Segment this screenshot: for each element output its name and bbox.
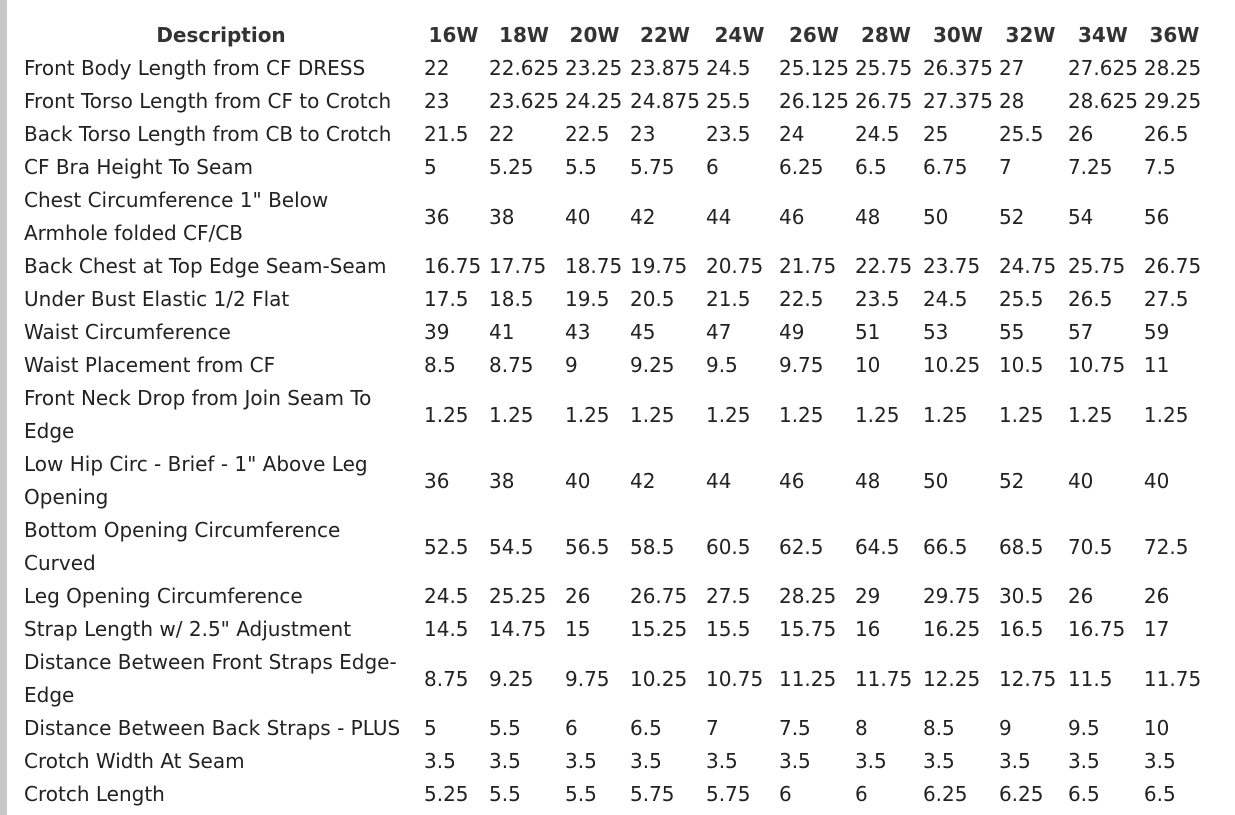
measurement-value: 8.75 xyxy=(424,666,469,691)
measurement-value: 16 xyxy=(854,617,881,641)
measurement-value: 70.5 xyxy=(1067,534,1113,559)
measurement-value: 5.5 xyxy=(564,155,597,179)
measurement-value: 22.5 xyxy=(564,122,610,146)
measurement-value: 55 xyxy=(998,320,1025,344)
measurement-value: 6.75 xyxy=(922,155,968,179)
measurement-value: 48 xyxy=(854,468,881,493)
measurement-value: 10.5 xyxy=(998,353,1044,377)
measurement-value: 22.75 xyxy=(854,254,913,278)
measurement-value: 22 xyxy=(424,56,450,80)
table-row xyxy=(18,151,1205,184)
column-header-size: 36W xyxy=(1149,22,1200,47)
measurement-value: 10.25 xyxy=(922,353,981,377)
measurement-value: 44 xyxy=(705,468,732,493)
table-row xyxy=(18,613,1205,646)
measurement-value: 5.5 xyxy=(564,782,597,806)
measurement-value: 25 xyxy=(922,122,949,146)
measurement-value: 40 xyxy=(564,468,591,493)
measurement-value: 23 xyxy=(424,89,450,113)
measurement-value: 29.25 xyxy=(1143,89,1202,113)
measurement-value: 30.5 xyxy=(998,584,1044,608)
measurement-value: 26.125 xyxy=(778,89,849,113)
table-row xyxy=(18,184,1205,250)
measurement-value: 9.25 xyxy=(629,353,675,377)
measurement-value: 23.875 xyxy=(629,56,700,80)
measurement-value: 24.25 xyxy=(564,89,623,113)
measurement-value: 6 xyxy=(705,155,719,179)
measurement-value: 21.75 xyxy=(778,254,837,278)
measurement-label: Distance Between Back Straps - PLUS xyxy=(24,716,401,740)
measurement-value: 23 xyxy=(629,122,656,146)
measurement-value: 41 xyxy=(489,320,515,344)
column-header-description: Description xyxy=(156,22,286,47)
table-row xyxy=(18,283,1205,316)
measurement-value: 38 xyxy=(489,204,515,229)
measurement-label: Crotch Width At Seam xyxy=(24,749,245,773)
measurement-label: Bottom Opening Circumference Curved xyxy=(24,518,341,575)
measurement-value: 5.5 xyxy=(489,716,521,740)
measurement-label: Distance Between Front Straps Edge-Edge xyxy=(24,650,397,707)
measurement-value: 6.5 xyxy=(854,155,887,179)
measurement-value: 1.25 xyxy=(1143,402,1189,427)
measurement-value: 47 xyxy=(705,320,732,344)
measurement-value: 6.5 xyxy=(1067,782,1100,806)
measurement-value: 23.25 xyxy=(564,56,623,80)
measurement-label: Waist Placement from CF xyxy=(24,353,276,377)
measurement-value: 16.75 xyxy=(424,254,482,278)
measurement-value: 39 xyxy=(424,320,450,344)
measurement-value: 52 xyxy=(998,204,1025,229)
measurement-value: 6.5 xyxy=(629,716,662,740)
measurement-value: 19.75 xyxy=(629,254,688,278)
measurement-value: 46 xyxy=(778,468,805,493)
measurement-value: 1.25 xyxy=(629,402,675,427)
measurement-value: 5 xyxy=(424,155,437,179)
measurement-label: Low Hip Circ - Brief - 1" Above Leg Opening xyxy=(24,452,368,509)
measurement-value: 7.5 xyxy=(1143,155,1176,179)
measurement-value: 3.5 xyxy=(1143,749,1176,773)
measurement-value: 9.5 xyxy=(1067,716,1100,740)
measurement-value: 10.75 xyxy=(705,666,764,691)
measurement-value: 48 xyxy=(854,204,881,229)
measurement-value: 21.5 xyxy=(424,122,469,146)
measurement-value: 3.5 xyxy=(424,749,456,773)
table-body xyxy=(18,52,1205,811)
table-row xyxy=(18,646,1205,712)
measurement-value: 5 xyxy=(424,716,437,740)
measurement-value: 29.75 xyxy=(922,584,981,608)
measurement-value: 6.25 xyxy=(998,782,1044,806)
measurement-value: 49 xyxy=(778,320,805,344)
column-header-size: 22W xyxy=(640,22,690,47)
measurement-value: 6.25 xyxy=(778,155,824,179)
measurement-value: 23.75 xyxy=(922,254,981,278)
measurement-value: 27.5 xyxy=(705,584,751,608)
measurement-value: 3.5 xyxy=(922,749,955,773)
measurement-value: 3.5 xyxy=(854,749,887,773)
table-row xyxy=(18,778,1205,811)
measurement-value: 25.75 xyxy=(854,56,913,80)
measurement-value: 6.5 xyxy=(1143,782,1176,806)
measurement-value: 53 xyxy=(922,320,949,344)
measurement-value: 7 xyxy=(705,716,719,740)
measurement-value: 24.5 xyxy=(424,584,469,608)
measurement-value: 9 xyxy=(998,716,1012,740)
table-row xyxy=(18,250,1205,283)
measurement-value: 20.75 xyxy=(705,254,764,278)
measurement-value: 27 xyxy=(998,56,1025,80)
table-row xyxy=(18,580,1205,613)
measurement-value: 7.5 xyxy=(778,716,811,740)
measurement-value: 19.5 xyxy=(564,287,610,311)
header-row xyxy=(18,18,1205,52)
measurement-value: 54 xyxy=(1067,204,1094,229)
measurement-label: Back Torso Length from CB to Crotch xyxy=(24,122,392,146)
measurement-value: 25.5 xyxy=(998,122,1044,146)
window-left-edge xyxy=(0,0,7,815)
measurement-value: 14.5 xyxy=(424,617,469,641)
measurement-value: 6 xyxy=(564,716,578,740)
measurement-value: 10 xyxy=(854,353,881,377)
table-row xyxy=(18,349,1205,382)
measurement-value: 8.5 xyxy=(922,716,955,740)
column-header-size: 30W xyxy=(932,22,983,47)
measurement-label: Front Torso Length from CF to Crotch xyxy=(24,89,392,113)
measurement-value: 15.75 xyxy=(778,617,837,641)
measurement-value: 9 xyxy=(564,353,578,377)
measurement-value: 50 xyxy=(922,468,949,493)
measurement-value: 11.75 xyxy=(1143,666,1202,691)
measurement-value: 16.5 xyxy=(998,617,1044,641)
measurement-value: 36 xyxy=(424,204,450,229)
measurement-value: 6 xyxy=(778,782,792,806)
column-header-size: 20W xyxy=(569,22,620,47)
measurement-value: 23.625 xyxy=(489,89,559,113)
measurement-value: 5.75 xyxy=(705,782,751,806)
measurement-value: 5.25 xyxy=(489,155,534,179)
column-header-size: 32W xyxy=(1005,22,1056,47)
measurement-value: 15.5 xyxy=(705,617,751,641)
measurement-value: 18.5 xyxy=(489,287,534,311)
measurement-value: 3.5 xyxy=(489,749,521,773)
measurement-value: 50 xyxy=(922,204,949,229)
measurement-value: 1.25 xyxy=(1067,402,1113,427)
measurement-label: Back Chest at Top Edge Seam-Seam xyxy=(24,254,387,278)
measurement-value: 28.25 xyxy=(1143,56,1202,80)
measurement-value: 3.5 xyxy=(778,749,811,773)
measurement-value: 60.5 xyxy=(705,534,751,559)
measurement-value: 62.5 xyxy=(778,534,824,559)
table-row xyxy=(18,52,1205,85)
measurement-label: Chest Circumference 1" Below Armhole folded CF/CB xyxy=(24,188,329,245)
measurement-value: 56 xyxy=(1143,204,1170,229)
measurement-value: 29 xyxy=(854,584,881,608)
measurement-value: 26.75 xyxy=(1143,254,1202,278)
measurement-value: 56.5 xyxy=(564,534,610,559)
measurement-value: 11 xyxy=(1143,353,1170,377)
measurement-value: 26.375 xyxy=(922,56,993,80)
measurement-value: 21.5 xyxy=(705,287,751,311)
table-row xyxy=(18,85,1205,118)
table-row xyxy=(18,448,1205,514)
table-row xyxy=(18,745,1205,778)
measurement-value: 58.5 xyxy=(629,534,675,559)
measurement-value: 24 xyxy=(778,122,805,146)
measurement-value: 5.75 xyxy=(629,155,675,179)
measurement-value: 28.625 xyxy=(1067,89,1138,113)
measurement-value: 40 xyxy=(1143,468,1170,493)
measurement-value: 22.625 xyxy=(489,56,559,80)
table-row xyxy=(18,118,1205,151)
measurement-value: 3.5 xyxy=(705,749,738,773)
measurement-value: 17.75 xyxy=(489,254,547,278)
measurement-value: 66.5 xyxy=(922,534,968,559)
measurement-value: 5.25 xyxy=(424,782,469,806)
measurement-value: 26 xyxy=(1067,122,1094,146)
measurement-value: 24.875 xyxy=(629,89,700,113)
measurement-label: Waist Circumference xyxy=(24,320,231,344)
column-header-size: 16W xyxy=(428,22,479,47)
measurement-label: CF Bra Height To Seam xyxy=(24,155,254,179)
measurement-value: 52.5 xyxy=(424,534,469,559)
measurement-value: 25.75 xyxy=(1067,254,1126,278)
measurement-value: 3.5 xyxy=(564,749,597,773)
column-header-size: 24W xyxy=(714,22,765,47)
measurement-value: 10 xyxy=(1143,716,1170,740)
measurement-value: 5.75 xyxy=(629,782,675,806)
measurement-value: 15.25 xyxy=(629,617,688,641)
measurement-value: 11.75 xyxy=(854,666,913,691)
measurement-value: 18.75 xyxy=(564,254,623,278)
measurement-value: 5.5 xyxy=(489,782,521,806)
measurement-label: Strap Length w/ 2.5" Adjustment xyxy=(24,617,352,641)
measurement-value: 1.25 xyxy=(424,402,469,427)
measurement-value: 1.25 xyxy=(922,402,968,427)
measurement-value: 11.25 xyxy=(778,666,837,691)
measurement-value: 54.5 xyxy=(489,534,534,559)
measurement-value: 8.5 xyxy=(424,353,456,377)
measurement-value: 1.25 xyxy=(854,402,900,427)
measurement-value: 17.5 xyxy=(424,287,469,311)
measurement-value: 28 xyxy=(998,89,1025,113)
table-row xyxy=(18,514,1205,580)
size-chart-table xyxy=(18,18,1205,811)
measurement-value: 64.5 xyxy=(854,534,900,559)
measurement-value: 6.25 xyxy=(922,782,968,806)
measurement-value: 57 xyxy=(1067,320,1094,344)
measurement-value: 25.125 xyxy=(778,56,849,80)
table-row xyxy=(18,382,1205,448)
measurement-value: 42 xyxy=(629,468,656,493)
measurement-value: 27.5 xyxy=(1143,287,1189,311)
measurement-value: 22 xyxy=(489,122,515,146)
table-header xyxy=(18,18,1205,52)
measurement-value: 3.5 xyxy=(629,749,662,773)
measurement-value: 40 xyxy=(564,204,591,229)
measurement-value: 44 xyxy=(705,204,732,229)
measurement-value: 26.5 xyxy=(1143,122,1189,146)
measurement-value: 25.5 xyxy=(998,287,1044,311)
measurement-value: 10.75 xyxy=(1067,353,1126,377)
table-row xyxy=(18,316,1205,349)
measurement-value: 43 xyxy=(564,320,591,344)
measurement-value: 1.25 xyxy=(705,402,751,427)
measurement-value: 11.5 xyxy=(1067,666,1113,691)
measurement-value: 24.75 xyxy=(998,254,1057,278)
measurement-value: 45 xyxy=(629,320,656,344)
measurement-value: 27.625 xyxy=(1067,56,1138,80)
measurement-label: Front Body Length from CF DRESS xyxy=(24,56,366,80)
measurement-value: 26 xyxy=(1067,584,1094,608)
measurement-value: 28.25 xyxy=(778,584,837,608)
measurement-value: 24.5 xyxy=(922,287,968,311)
measurement-value: 6 xyxy=(854,782,868,806)
measurement-value: 1.25 xyxy=(778,402,824,427)
measurement-value: 16.75 xyxy=(1067,617,1126,641)
measurement-value: 14.75 xyxy=(489,617,547,641)
measurement-value: 9.75 xyxy=(564,666,610,691)
measurement-value: 59 xyxy=(1143,320,1170,344)
measurement-value: 23.5 xyxy=(705,122,751,146)
measurement-value: 1.25 xyxy=(489,402,534,427)
measurement-value: 7.25 xyxy=(1067,155,1113,179)
measurement-value: 3.5 xyxy=(1067,749,1100,773)
measurement-value: 46 xyxy=(778,204,805,229)
measurement-value: 40 xyxy=(1067,468,1094,493)
measurement-value: 26.5 xyxy=(1067,287,1113,311)
measurement-value: 68.5 xyxy=(998,534,1044,559)
measurement-value: 72.5 xyxy=(1143,534,1189,559)
measurement-value: 1.25 xyxy=(998,402,1044,427)
measurement-value: 9.25 xyxy=(489,666,534,691)
measurement-label: Crotch Length xyxy=(24,782,165,806)
measurement-value: 23.5 xyxy=(854,287,900,311)
measurement-value: 7 xyxy=(998,155,1012,179)
measurement-value: 8 xyxy=(854,716,868,740)
measurement-value: 12.25 xyxy=(922,666,981,691)
measurement-value: 26 xyxy=(564,584,591,608)
measurement-label: Under Bust Elastic 1/2 Flat xyxy=(24,287,290,311)
measurement-value: 27.375 xyxy=(922,89,993,113)
measurement-value: 9.75 xyxy=(778,353,824,377)
measurement-value: 22.5 xyxy=(778,287,824,311)
column-header-size: 18W xyxy=(499,22,549,47)
column-header-size: 34W xyxy=(1077,22,1128,47)
measurement-value: 42 xyxy=(629,204,656,229)
measurement-value: 10.25 xyxy=(629,666,688,691)
measurement-value: 25.5 xyxy=(705,89,751,113)
measurement-value: 26.75 xyxy=(854,89,913,113)
measurement-value: 36 xyxy=(424,468,450,493)
measurement-value: 24.5 xyxy=(705,56,751,80)
measurement-value: 26.75 xyxy=(629,584,688,608)
table-row xyxy=(18,712,1205,745)
measurement-label: Front Neck Drop from Join Seam To Edge xyxy=(24,386,372,443)
measurement-value: 1.25 xyxy=(564,402,610,427)
measurement-value: 3.5 xyxy=(998,749,1031,773)
measurement-value: 9.5 xyxy=(705,353,738,377)
measurement-value: 26 xyxy=(1143,584,1170,608)
measurement-value: 25.25 xyxy=(489,584,547,608)
measurement-value: 12.75 xyxy=(998,666,1057,691)
measurement-value: 20.5 xyxy=(629,287,675,311)
measurement-value: 15 xyxy=(564,617,591,641)
measurement-value: 52 xyxy=(998,468,1025,493)
column-header-size: 28W xyxy=(861,22,911,47)
column-header-size: 26W xyxy=(789,22,839,47)
measurement-value: 16.25 xyxy=(922,617,981,641)
measurement-value: 38 xyxy=(489,468,515,493)
measurement-value: 17 xyxy=(1143,617,1170,641)
measurement-value: 8.75 xyxy=(489,353,534,377)
measurement-label: Leg Opening Circumference xyxy=(24,584,303,608)
measurement-value: 51 xyxy=(854,320,881,344)
measurement-value: 24.5 xyxy=(854,122,900,146)
